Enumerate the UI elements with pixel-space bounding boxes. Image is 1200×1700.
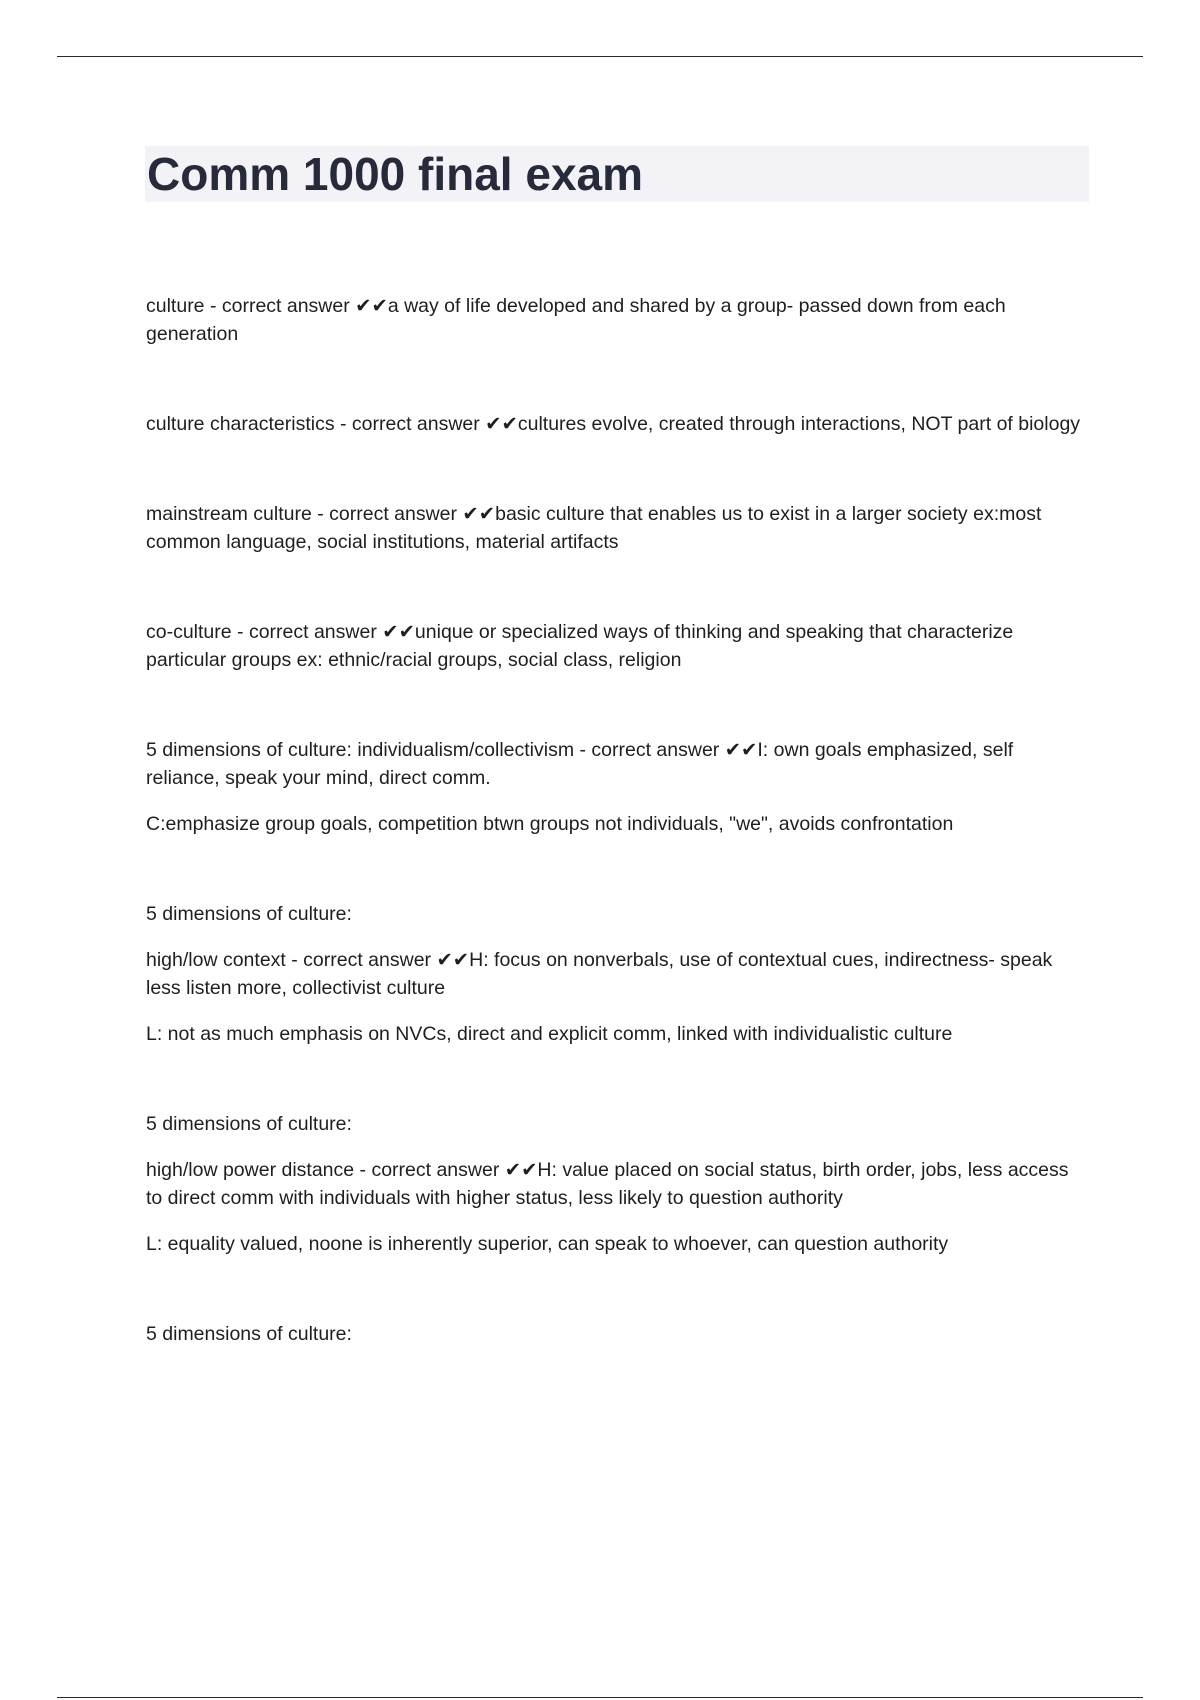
entry-paragraph: C:emphasize group goals, competition btwn groups not individuals, "we", avoids confrontation [146,813,954,835]
entry-paragraph: culture characteristics - correct answer ✔✔cultures evolve, created through interactions, NOT part of biology [146,413,1081,435]
page-title: Comm 1000 final exam [147,148,644,200]
top-divider [57,56,1143,57]
flashcard-entry [146,736,1090,838]
entry-paragraph: 5 dimensions of culture: individualism/collectivism - correct answer ✔✔I: own goals emphasized, self reliance, speak your mind, direct comm. [146,739,1014,789]
entry-paragraph: 5 dimensions of culture: [146,1323,352,1345]
entry-paragraph: high/low context - correct answer ✔✔H: focus on nonverbals, use of contextual cues, indirectness- speak less listen more, collectivist culture [146,949,1053,999]
flashcard-entry [146,500,1090,556]
entry-paragraph: high/low power distance - correct answer ✔✔H: value placed on social status, birth order, jobs, less access to direct comm with individuals with higher status, less likely to question authority [146,1159,1069,1209]
entry-paragraph: culture - correct answer ✔✔a way of life developed and shared by a group- passed down from each generation [146,295,1006,345]
entry-paragraph: 5 dimensions of culture: [146,1113,352,1135]
flashcard-entry [146,1110,1090,1258]
entry-paragraph: co-culture - correct answer ✔✔unique or specialized ways of thinking and speaking that characterize particular groups ex: ethnic/racial groups, social class, religion [146,621,1014,671]
title-band [145,146,1089,202]
entry-paragraph: 5 dimensions of culture: [146,903,352,925]
document-body [146,292,1090,1410]
bottom-divider [57,1697,1143,1698]
flashcard-entry [146,1320,1090,1348]
flashcard-entry [146,410,1090,438]
flashcard-entry [146,900,1090,1048]
entry-paragraph: mainstream culture - correct answer ✔✔basic culture that enables us to exist in a larger society ex:most common language, social institutions, material artifacts [146,503,1042,553]
flashcard-entry [146,618,1090,674]
entry-paragraph: L: not as much emphasis on NVCs, direct and explicit comm, linked with individualistic culture [146,1023,953,1045]
flashcard-entry [146,292,1090,348]
entry-paragraph: L: equality valued, noone is inherently superior, can speak to whoever, can question authority [146,1233,949,1255]
